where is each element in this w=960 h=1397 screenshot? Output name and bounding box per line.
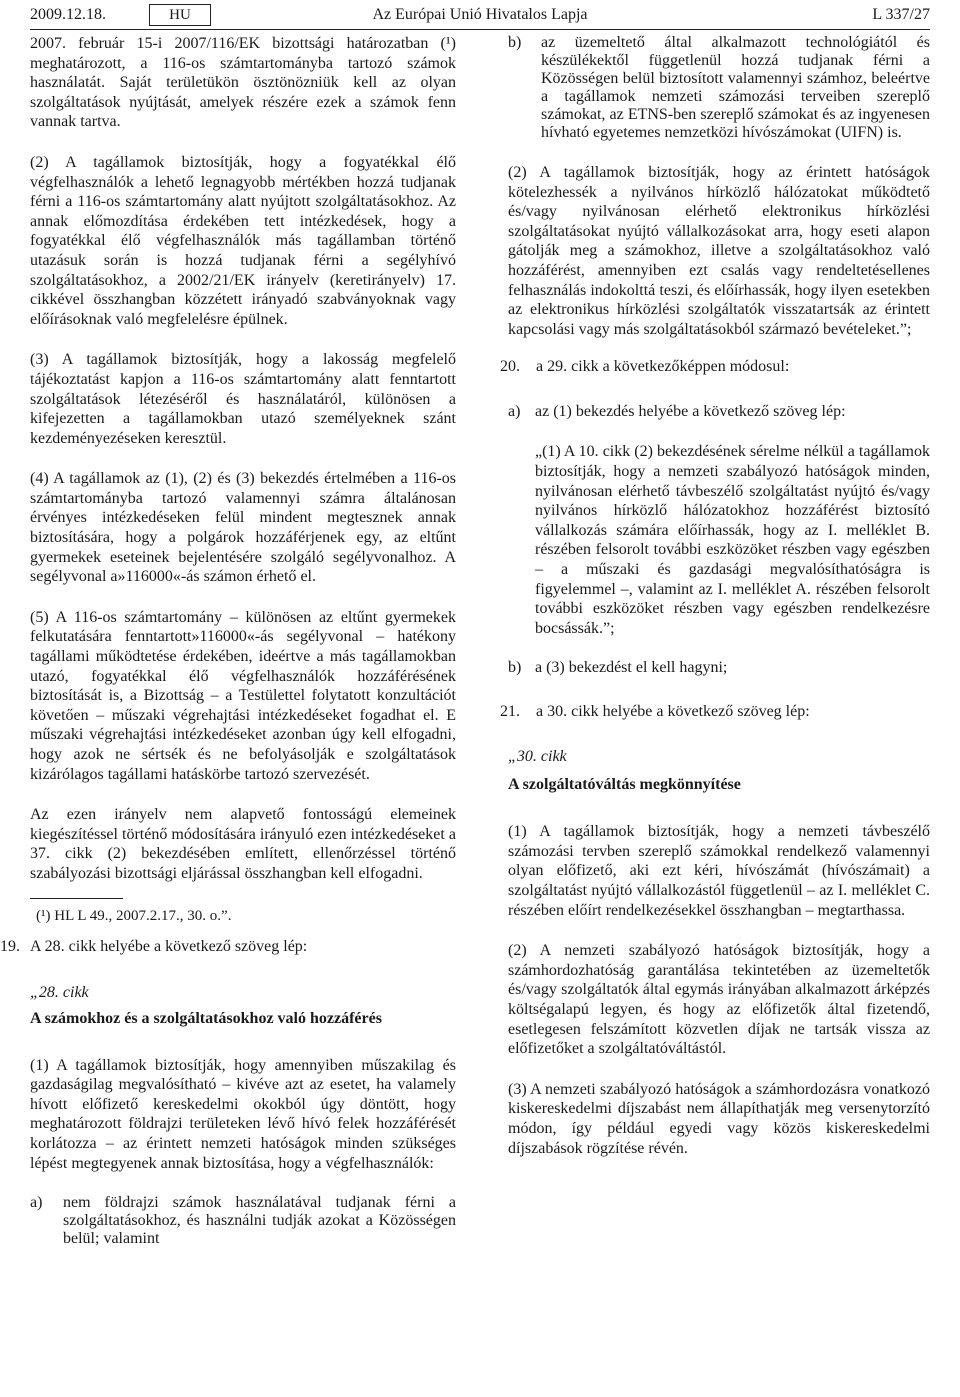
item-number: 21.: [500, 703, 520, 721]
item-text: az (1) bekezdés helyébe a következő szöveg lép:: [535, 403, 846, 421]
list-item-a: [30, 1194, 456, 1248]
article-heading: A számokhoz és a szolgáltatásokhoz való hozzáférés: [30, 1009, 382, 1027]
article-label: „28. cikk: [30, 983, 89, 1001]
paragraph-2: (2) A tagállamok biztosítják, hogy az érintett hatóságok kötelezhessék a nyilvános hírközlő hálózatokat működtető és/vagy nyilvánosan elérhető elektronikus hírközlési szolgáltatásokat nyújtó vállalkozásokat arra, hogy eseti alapon gátolják meg a számokhoz, illetve a szolgáltatásokhoz való hozzáférést, amennyiben ezt csalás vagy rendeltetésellenes felhasználás indokolttá teszi, és előírhassák, hogy ilyen esetekben az elektronikus hírközlési szolgáltatók visszatartsák az érintett kapcsolási vagy más szolgáltatásokból származó bevételeket.”;: [508, 164, 930, 338]
item-text: a 29. cikk a következőképpen módosul:: [536, 358, 790, 376]
item-label: a): [30, 1194, 43, 1212]
list-item-b: [508, 34, 930, 142]
article-30-paragraph-3: (3) A nemzeti szabályozó hatóságok a számhordozásra vonatkozó kiskereskedelmi díjszabást nem állapíthatják meg versenytorzító módon, így például egyedi vagy közös kiskereskedelmi díjszabások rögzítése révén.: [508, 1080, 930, 1157]
footnote: (¹) HL L 49., 2007.2.17., 30. o.”.: [36, 907, 232, 924]
paragraph-4: (4) A tagállamok az (1), (2) és (3) bekezdés értelmében a 116-os számtartományba tartozó valamennyi számra általánosan érvényes intézkedéseken felül mindent megtesznek annak biztosítására, hogy a polgárok hozzáférjenek egy, az eltűnt gyermekek eseteinek bejelentésére szolgáló segélyvonalhoz. A segélyvonal a»116000«-ás számon érhető el.: [30, 470, 456, 586]
list-item-21: [500, 703, 930, 721]
list-item-b: [508, 659, 930, 677]
item-number: 20.: [500, 358, 520, 376]
list-item-19: [0, 937, 456, 956]
item-label: a): [508, 403, 521, 421]
item-text: a (3) bekezdést el kell hagyni;: [535, 659, 728, 677]
item-label: b): [508, 34, 522, 51]
paragraph-2: (2) A tagállamok biztosítják, hogy a fogyatékkal élő végfelhasználók a lehető legnagyobb mértékben hozzá tudjanak férni a 116-os számtartomány alatt nyújtott szolgáltatásokhoz. Az annak előmozdítása érdekében tett intézkedések, hogy a fogyatékkal élő végfelhasználók más tagállamban történő utazásuk során is hozzá tudjanak férni a segélyhívó szolgáltatásokhoz, a 2002/21/EK irányelv (keretirányelv) 17. cikkével összhangban közzétett irányadó szabványoknak vagy előírásoknak való megfelelésre épülnek.: [30, 153, 456, 328]
item-text: az üzemeltető által alkalmazott technológiától és készülékektől függetlenül hozzá tudjanak férni a Közösségen belül biztosított valamennyi számhoz, beleértve a tagállamok nemzeti számozási terveiben szereplő számokat, az ETNS-ben szereplő számokat és az ingyenesen hívható egyetemes nemzetközi hívószámokat (UIFN) is.: [541, 34, 930, 141]
item-number: 19.: [0, 937, 20, 955]
language-badge: HU: [149, 4, 211, 26]
left-column: [0, 34, 456, 1248]
article-heading: A szolgáltatóváltás megkönnyítése: [508, 776, 741, 794]
quoted-paragraph: „(1) A 10. cikk (2) bekezdésének sérelme nélkül a tagállamok biztosítják, hogy a nemzeti szabályozó hatóságok minden, nyilvánosan elérhető távbeszélő szolgáltatást nyújtó és/vagy nyilvános hírközlő hálózatokhoz hozzáférést biztosító vállalkozás számára előírhassák, hogy az I. melléklet B. részében felsorolt további eszközöket részben vagy egészben – a műszaki és gazdasági megvalósíthatóságra is figyelemmel –, valamint az I. melléklet A. részében felsorolt további eszközöket részben vagy egészben rendelkezésre bocsássák.”;: [535, 443, 930, 637]
page-reference: L 337/27: [872, 6, 930, 23]
paragraph-continuation: 2007. február 15-i 2007/116/EK bizottsági határozatban (¹) meghatározott, a 116-os számtartományba tartozó számok használatát. Saját területükön ösztönözniük kell az olyan szolgáltatások nyújtását, amelyek részére ezek a számok fenn vannak tartva.: [30, 35, 456, 131]
publication-date: 2009.12.18.: [30, 6, 106, 23]
paragraph-5: (5) A 116-os számtartomány – különösen az eltűnt gyermekek felkutatására fenntartott»116000«-ás segélyvonal – hatékony tagállami működtetése érdekében, ideértve a más tagállamokban utazó, fogyatékkal élő végfelhasználók hozzáférésének biztosítását is, a Bizottság – a Testülettel folytatott konzultációt követően – műszaki végrehajtási intézkedéseket fogadhat el. E műszaki végrehajtási intézkedéseket azonban úgy kell elfogadni, hogy azok ne sértsék és ne befolyásolják e szolgáltatások kizárólagos tagállami hatáskörbe tartozó szervezését.: [30, 608, 456, 783]
item-text: a 30. cikk helyébe a következő szöveg lép:: [536, 703, 810, 721]
journal-title: Az Európai Unió Hivatalos Lapja: [372, 6, 588, 23]
paragraph-6: Az ezen irányelv nem alapvető fontosságú elemeinek kiegészítéssel történő módosítására irányuló ezen intézkedéseket a 37. cikk (2) bekezdésében említett, ellenőrzéssel történő szabályozási bizottsági eljárással összhangban kell elfogadni.: [30, 806, 456, 882]
header-rule: [30, 29, 930, 30]
article-label: „30. cikk: [508, 748, 567, 766]
item-text: nem földrajzi számok használatával tudjanak férni a szolgáltatásokhoz, és használni tudják azokat a Közösségen belül; valamint: [63, 1194, 456, 1248]
page-header: [30, 4, 930, 26]
right-column: [500, 34, 930, 1158]
item-label: b): [508, 659, 522, 677]
article-30-paragraph-2: (2) A nemzeti szabályozó hatóságok biztosítják, hogy a számhordozhatóság garantálása tekintetében az üzemeltetők és/vagy szolgáltatók által egymás irányában alkalmazott árképzés költségalapú legyen, és hogy az előfizetők által fizetendő, esetlegesen felszámított közvetlen díjak ne tartsák vissza az előfizetőket a szolgáltatóváltástól.: [508, 942, 930, 1058]
paragraph-3: (3) A tagállamok biztosítják, hogy a lakosság megfelelő tájékoztatást kapjon a 116-os számtartomány alatt fenntartott szolgáltatások létezéséről és használatáról, különösen a kifejezetten a tagállamokban utazó személyeknek szánt kezdeményezéseken keresztül.: [30, 351, 456, 447]
article-30-paragraph-1: (1) A tagállamok biztosítják, hogy a nemzeti távbeszélő számozási tervben szereplő számokkal rendelkező valamennyi olyan előfizető, aki ezt kéri, hívószámát (hívószámait) a szolgáltatást nyújtó vállalkozástól függetlenül – az I. melléklet C. részében előírt rendelkezésekkel összhangban – megtarthassa.: [508, 823, 930, 919]
list-item-20: [500, 358, 930, 376]
article-28-paragraph-1: (1) A tagállamok biztosítják, hogy amennyiben műszakilag és gazdaságilag megvalósítható – kivéve azt az esetet, ha valamely hívott előfizető kereskedelmi okokból úgy döntött, hogy meghatározott földrajzi területeken lévő hívó felek hozzáférését korlátozza – az érintett nemzeti hatóságok minden szükséges lépést megtegyenek annak biztosítása, hogy a végfelhasználók:: [30, 1056, 456, 1172]
item-text: A 28. cikk helyébe a következő szöveg lép:: [30, 937, 308, 955]
footnote-rule: [30, 898, 123, 899]
list-item-a: [508, 403, 930, 421]
